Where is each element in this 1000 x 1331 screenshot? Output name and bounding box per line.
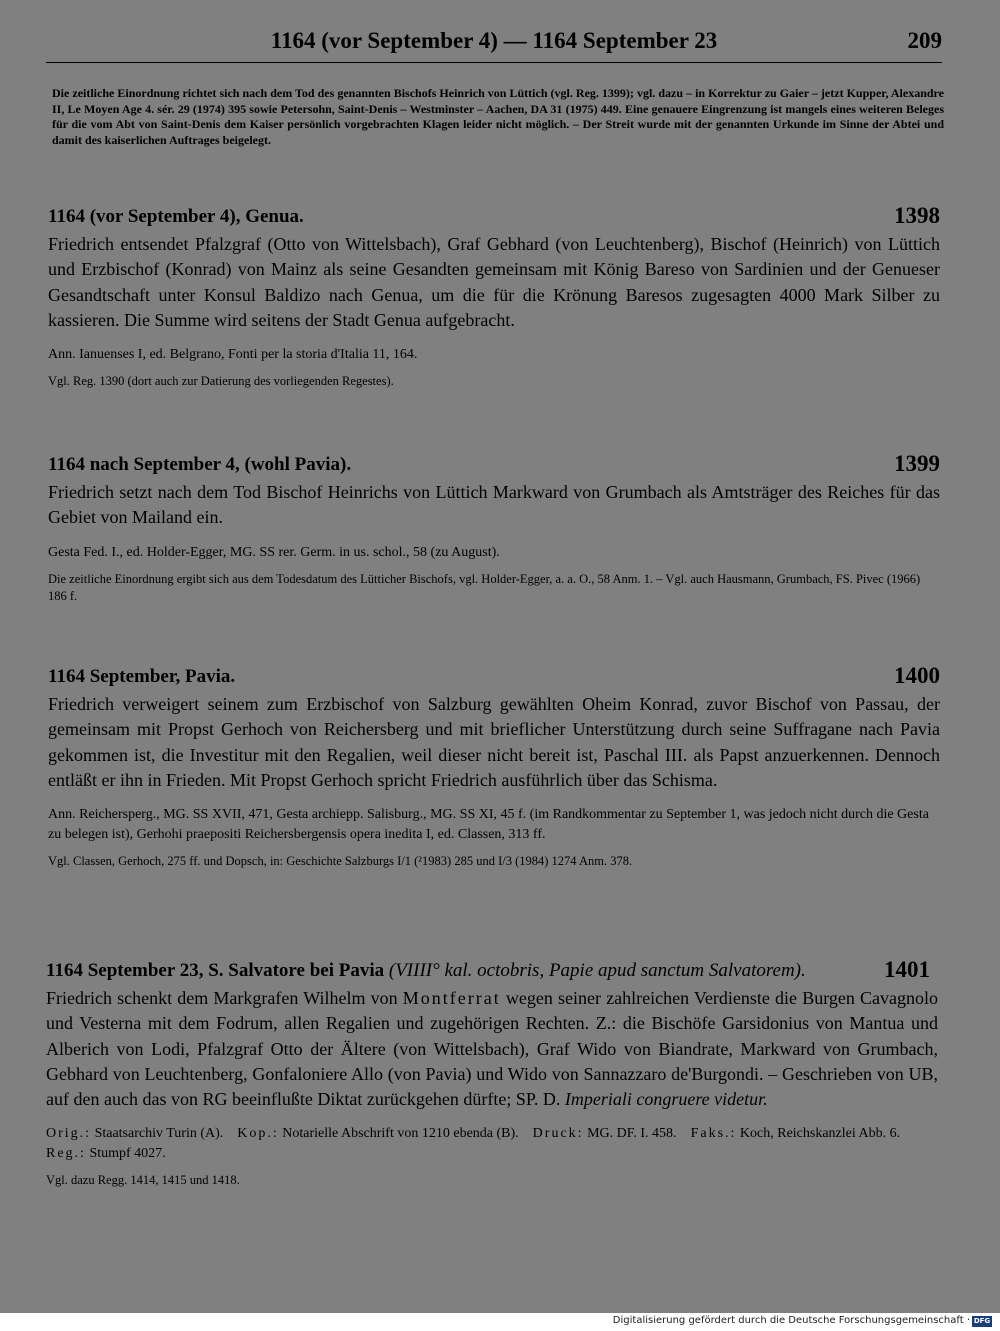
entry-source: Gesta Fed. I., ed. Holder-Egger, MG. SS rer. Germ. in us. schol., 58 (zu August).	[48, 544, 500, 560]
entry-body-spaced-name: Montferrat	[402, 988, 501, 1008]
entry-body: Friedrich entsendet Pfalzgraf (Otto von Wittelsbach), Graf Gebhard (von Leuchtenberg), Bischof (Heinrich) von Lüttich und Erzbischof (Konrad) von Mainz als seine Gesandten gemeinsam mit König Bareso von Sardinien und der Genueser Gesandtschaft unter Konsul Baldizo nach Genua, um die für die Krönung Baresos zugesagten 4000 Mark Silber zu kassieren. Die Summe wird seitens der Stadt Genua aufgebracht.	[48, 234, 940, 330]
entry-sources	[46, 1124, 938, 1164]
entry-number: 1400	[894, 663, 940, 688]
regest-entry-1401	[46, 957, 938, 1189]
entry-number: 1401	[884, 957, 930, 982]
entry-source: Ann. Reichersperg., MG. SS XVII, 471, Gesta archiepp. Salisburg., MG. SS XI, 45 f. (im Randkommentar zu September 1, was jedoch nicht durch die Gesta zu belegen ist), Gerhohi praepositi Reichersbergensis opera inedita I, ed. Classen, 313 ff.	[48, 807, 929, 843]
entry-head	[48, 203, 940, 232]
regest-entry-1400	[48, 663, 940, 870]
intro-note: Die zeitliche Einordnung richtet sich nach dem Tod des genannten Bischofs Heinrich von Lüttich (vgl. Reg. 1399); vgl. dazu – in Korrektur zu Gaier – jetzt Kupper, Alexandre II, Le Moyen Age 4. sér. 29 (1974) 395 sowie Petersohn, Saint-Denis – Westminster – Aachen, DA 31 (1975) 449. Eine genauere Eingrenzung ist mangels eines weiteren Beleges für die vom Abt von Saint-Denis dem Kaiser persönlich vorgebrachten Klagen leider nicht möglich. – Der Streit wurde mit der genannten Urkunde im Sinne der Abtei und damit des kaiserlichen Auftrages beigelegt.	[52, 86, 944, 147]
entry-body: Friedrich verweigert seinem zum Erzbischof von Salzburg gewählten Oheim Konrad, zuvor Bischof von Passau, der gemeinsam mit Propst Gerhoch von Reichersberg und mit brieflicher Unterstützung durch seine Suffragane nach Pavia gekommen ist, die Investitur mit den Regalien, weil dieser nicht bereit ist, Paschal III. als Papst anzuerkennen. Dennoch entläßt er ihn in Frieden. Mit Propst Gerhoch spricht Friedrich ausführlich über das Schisma.	[48, 694, 940, 790]
entry-date: 1164 nach September 4, (wohl Pavia).	[48, 454, 352, 475]
footer-credit: Digitalisierung gefördert durch die Deutsche Forschungsgemeinschaft ·	[612, 1315, 970, 1326]
entry-body-part: Friedrich schenkt dem Markgrafen Wilhelm von	[46, 988, 398, 1008]
entry-date-place: 1164 September 23, S. Salvatore bei Pavia	[46, 960, 385, 981]
entry-body-part: wegen seiner zahlreichen Verdienste die Burgen Cavagnolo und Vesterna mit dem Fodrum, allen Regalien und zugehörigen Rechten. Z.: die Bischöfe Garsidonius von Mantua und Alberich von Lodi, Pfalzgraf Otto der Ältere (von Wittelsbach), Graf Wido von Biandrate, Markward von Grumbach, Gebhard von Leuchtenberg, Gonfaloniere Allo (von Pavia) und Wido von Sannazzaro de'Burgondi. – Geschrieben von UB, auf den auch das von RG beeinflußte Diktat zurückgehen dürfte; SP. D.	[46, 988, 938, 1110]
entry-note: Die zeitliche Einordnung ergibt sich aus dem Todesdatum des Lütticher Bischofs, vgl. Holder-Egger, a. a. O., 58 Anm. 1. – Vgl. auch Hausmann, Grumbach, FS. Pivec (1966) 186 f.	[48, 571, 921, 603]
page-number: 209	[907, 28, 942, 53]
entry-body	[46, 986, 938, 1112]
regest-entry-1398	[48, 203, 940, 390]
entry-date	[46, 960, 806, 981]
entry-number: 1398	[894, 203, 940, 228]
entry-head	[46, 957, 938, 986]
source-druck: Druck: MG. DF. I. 458.	[532, 1126, 677, 1142]
running-head	[46, 28, 942, 63]
running-title: 1164 (vor September 4) — 1164 September 23	[270, 28, 718, 53]
entry-body: Friedrich setzt nach dem Tod Bischof Heinrichs von Lüttich Markward von Grumbach als Amtsträger des Reiches für das Gebiet von Mailand ein.	[48, 482, 940, 528]
entry-note: Vgl. Reg. 1390 (dort auch zur Datierung des vorliegenden Regestes).	[48, 374, 394, 389]
entry-note: Vgl. dazu Regg. 1414, 1415 und 1418.	[46, 1173, 240, 1188]
source-kop: Kop.: Notarielle Abschrift von 1210 ebenda (B).	[237, 1126, 519, 1142]
dfg-logo: DFG	[973, 1317, 991, 1325]
entry-head	[48, 663, 940, 692]
entry-number: 1399	[894, 451, 940, 476]
entry-note: Vgl. Classen, Gerhoch, 275 ff. und Dopsch, in: Geschichte Salzburgs I/1 (²1983) 285 und I/3 (1984) 1274 Anm. 378.	[48, 854, 633, 869]
entry-date: 1164 (vor September 4), Genua.	[48, 206, 304, 227]
source-orig: Orig.: Staatsarchiv Turin (A).	[46, 1126, 224, 1142]
source-faks: Faks.: Koch, Reichskanzlei Abb. 6.	[690, 1126, 901, 1142]
footer-bar	[0, 1313, 1000, 1331]
entry-source: Ann. Ianuenses I, ed. Belgrano, Fonti per la storia d'Italia 11, 164.	[48, 347, 418, 363]
source-reg: Reg.: Stumpf 4027.	[46, 1146, 166, 1162]
entry-head	[48, 451, 940, 480]
entry-date-latin: (VIIII° kal. octobris, Papie apud sanctum Salvatorem).	[388, 960, 806, 981]
entry-body-italic: Imperiali congruere videtur.	[564, 1089, 768, 1110]
regest-entry-1399	[48, 451, 940, 605]
entry-date: 1164 September, Pavia.	[48, 666, 236, 687]
